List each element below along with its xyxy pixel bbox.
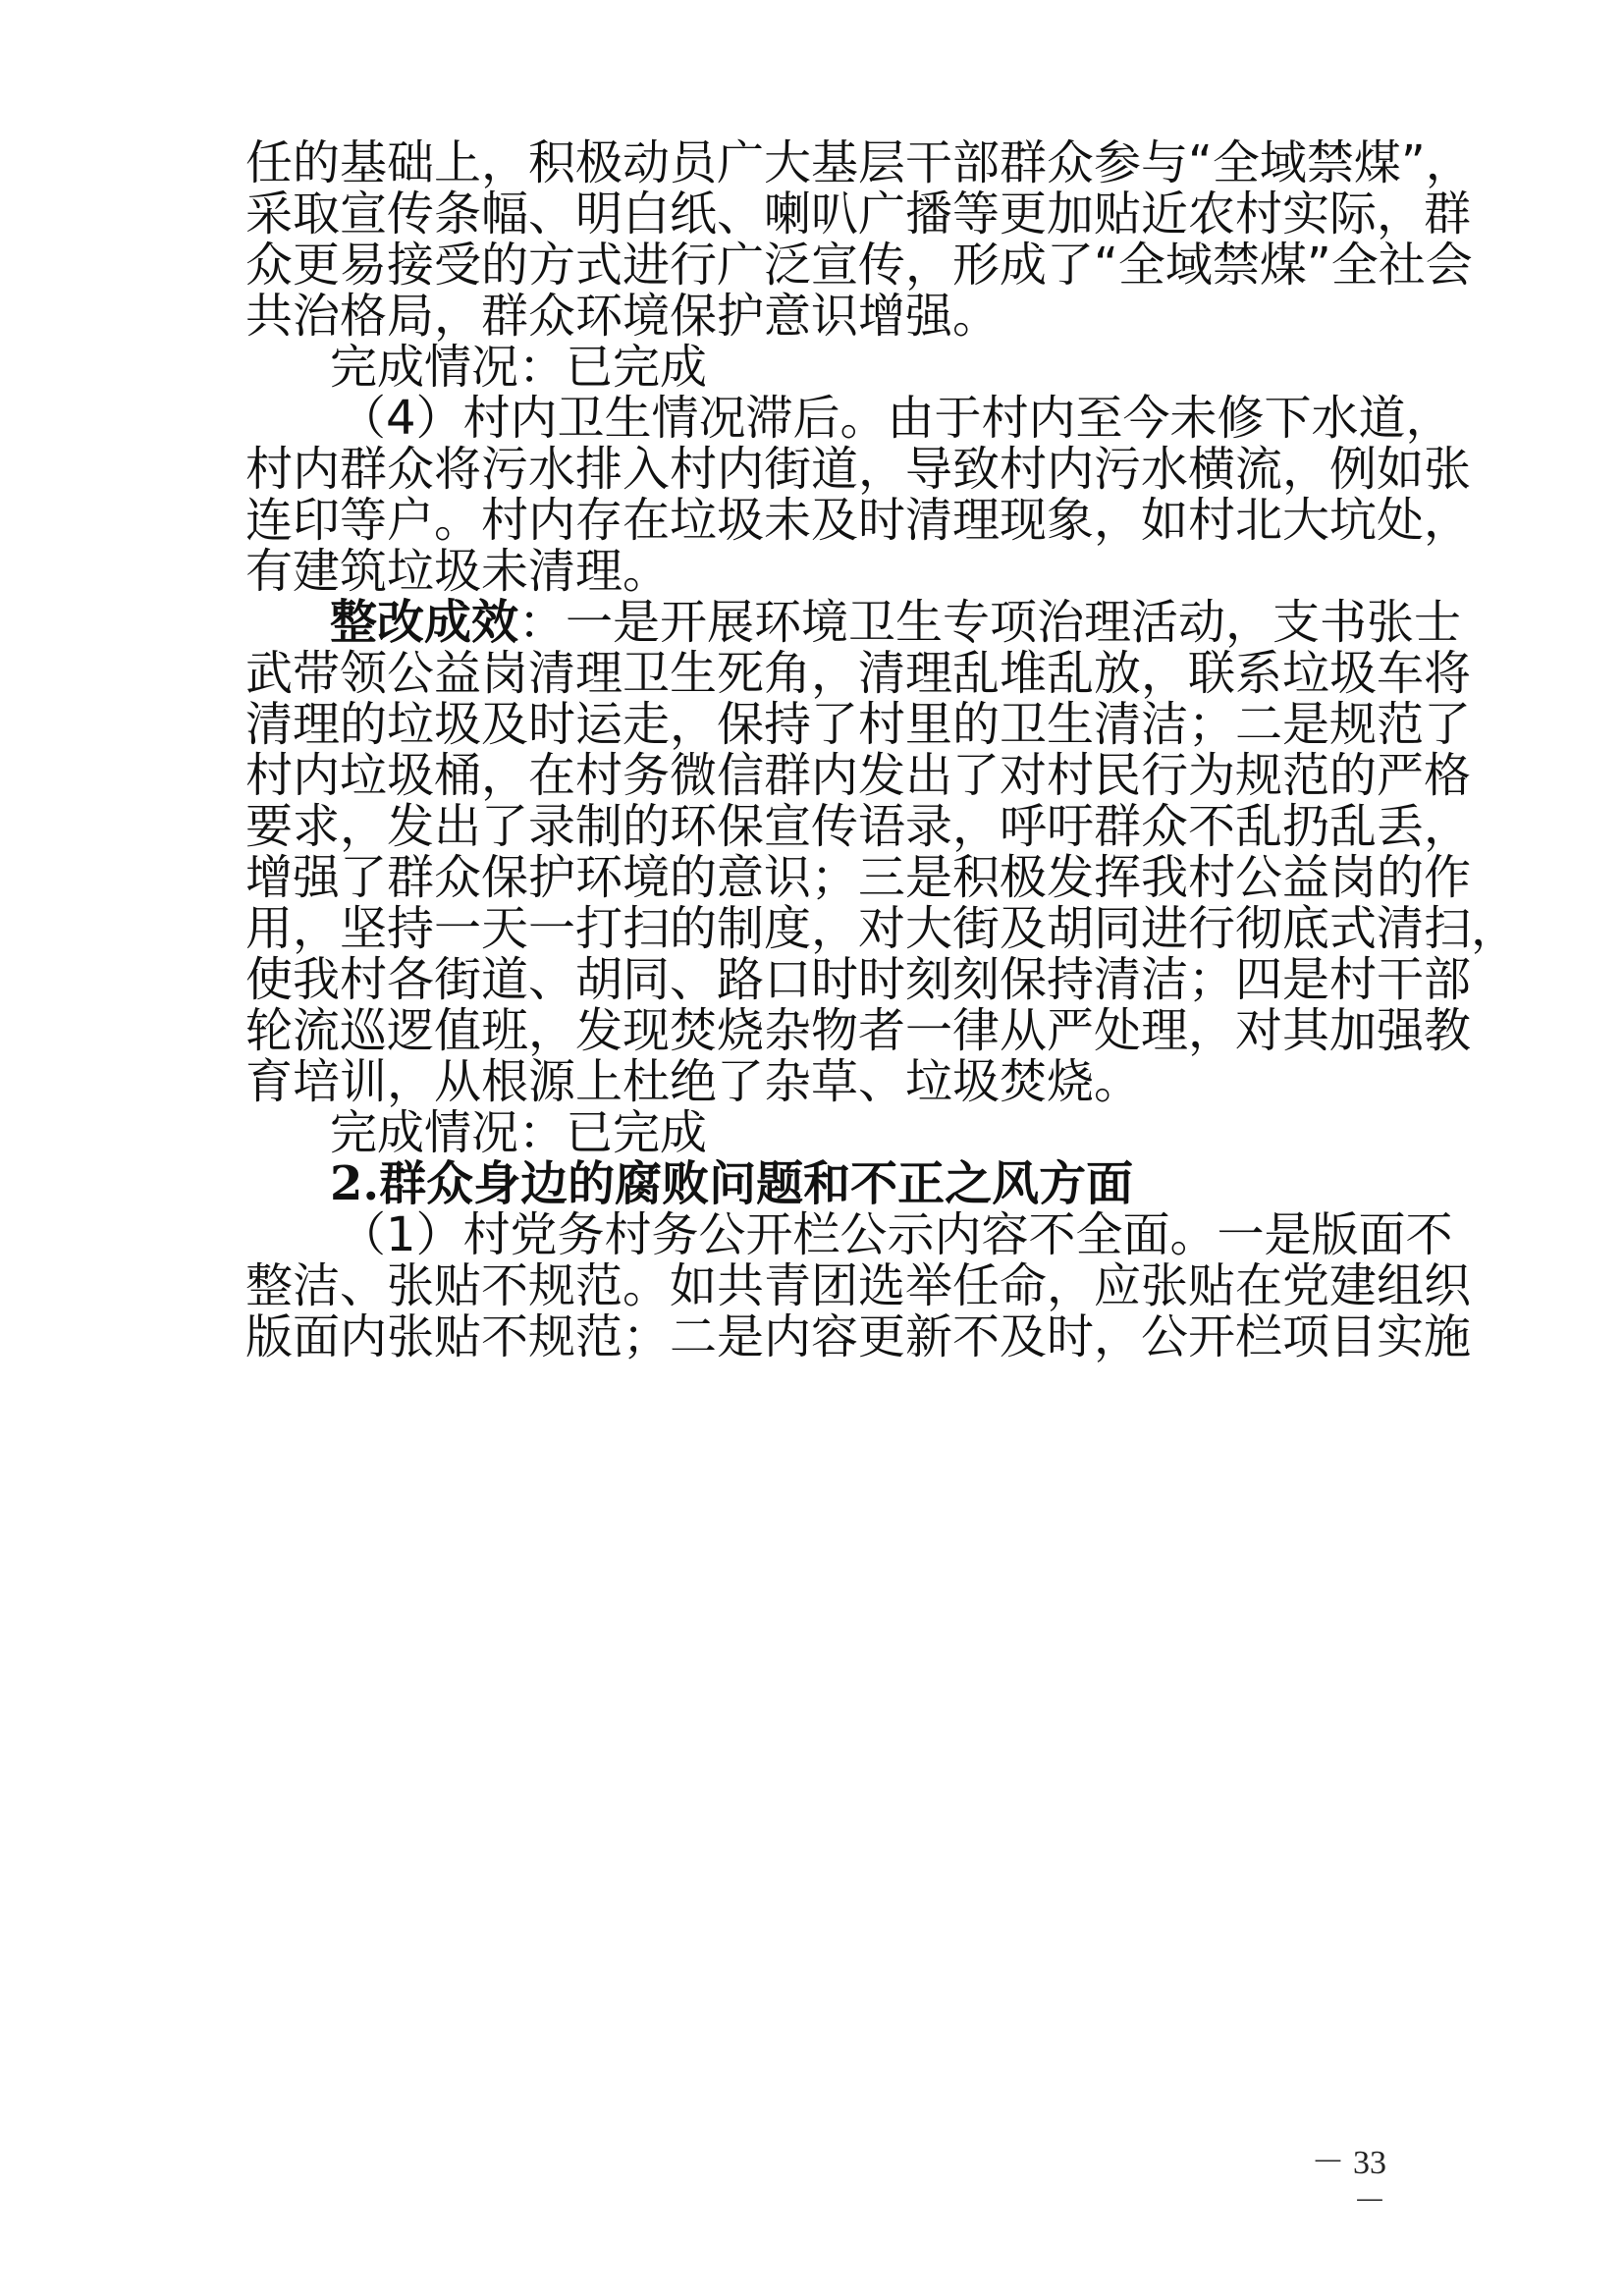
item-heading-line: （4）村内卫生情况滞后。由于村内至今未修下水道， [339, 391, 1453, 446]
paragraph-line: 采取宣传条幅、明白纸、喇叭广播等更加贴近农村实际，群 [245, 187, 1472, 241]
paragraph-line: 村内垃圾桶，在村务微信群内发出了对村民行为规范的严格 [245, 748, 1472, 803]
paragraph-line: 众更易接受的方式进行广泛宣传，形成了“全域禁煤”全社会 [245, 238, 1473, 293]
paragraph-line: 要求，发出了录制的环保宣传语录，呼吁群众不乱扔乱丢， [245, 799, 1472, 854]
paragraph-line: 村内群众将污水排入村内街道，导致村内污水横流，例如张 [245, 442, 1472, 497]
paragraph-line: 增强了群众保护环境的意识；三是积极发挥我村公益岗的作 [245, 850, 1472, 905]
paragraph-line: 版面内张贴不规范；二是内容更新不及时，公开栏项目实施 [245, 1309, 1472, 1364]
rectification-result-text: ：一是开展环境卫生专项治理活动，支书张士 [518, 595, 1462, 650]
paragraph-line: 整洁、张贴不规范。如共青团选举任命，应张贴在党建组织 [245, 1258, 1472, 1313]
paragraph-line: 共治格局，群众环境保护意识增强。 [245, 289, 1001, 344]
paragraph-line: 任的基础上，积极动员广大基层干部群众参与“全域禁煤”， [245, 135, 1473, 190]
paragraph-line: 轮流巡逻值班，发现焚烧杂物者一律从严处理，对其加强教 [245, 1003, 1472, 1058]
page-number: － 33 － [1311, 2145, 1386, 2220]
rectification-result-label: 整改成效 [330, 595, 519, 650]
completion-status: 完成情况：已完成 [330, 1105, 708, 1160]
paragraph-line: 育培训，从根源上杜绝了杂草、垃圾焚烧。 [245, 1054, 1142, 1109]
section-heading: 2.群众身边的腐败问题和不正之风方面 [330, 1156, 1134, 1211]
paragraph-line: 武带领公益岗清理卫生死角，清理乱堆乱放，联系垃圾车将 [245, 646, 1472, 701]
item-heading-line: （1）村党务村务公开栏公示内容不全面。一是版面不 [339, 1207, 1453, 1262]
completion-status: 完成情况：已完成 [330, 340, 708, 395]
paragraph-line: 连印等户。村内存在垃圾未及时清理现象，如村北大坑处， [245, 493, 1472, 548]
paragraph-line: 使我村各街道、胡同、路口时时刻刻保持清洁；四是村干部 [245, 952, 1472, 1007]
paragraph-line: 有建筑垃圾未清理。 [245, 544, 671, 599]
paragraph-line: 清理的垃圾及时运走，保持了村里的卫生清洁；二是规范了 [245, 697, 1472, 752]
paragraph-line: 用，坚持一天一打扫的制度，对大街及胡同进行彻底式清扫， [245, 901, 1519, 956]
